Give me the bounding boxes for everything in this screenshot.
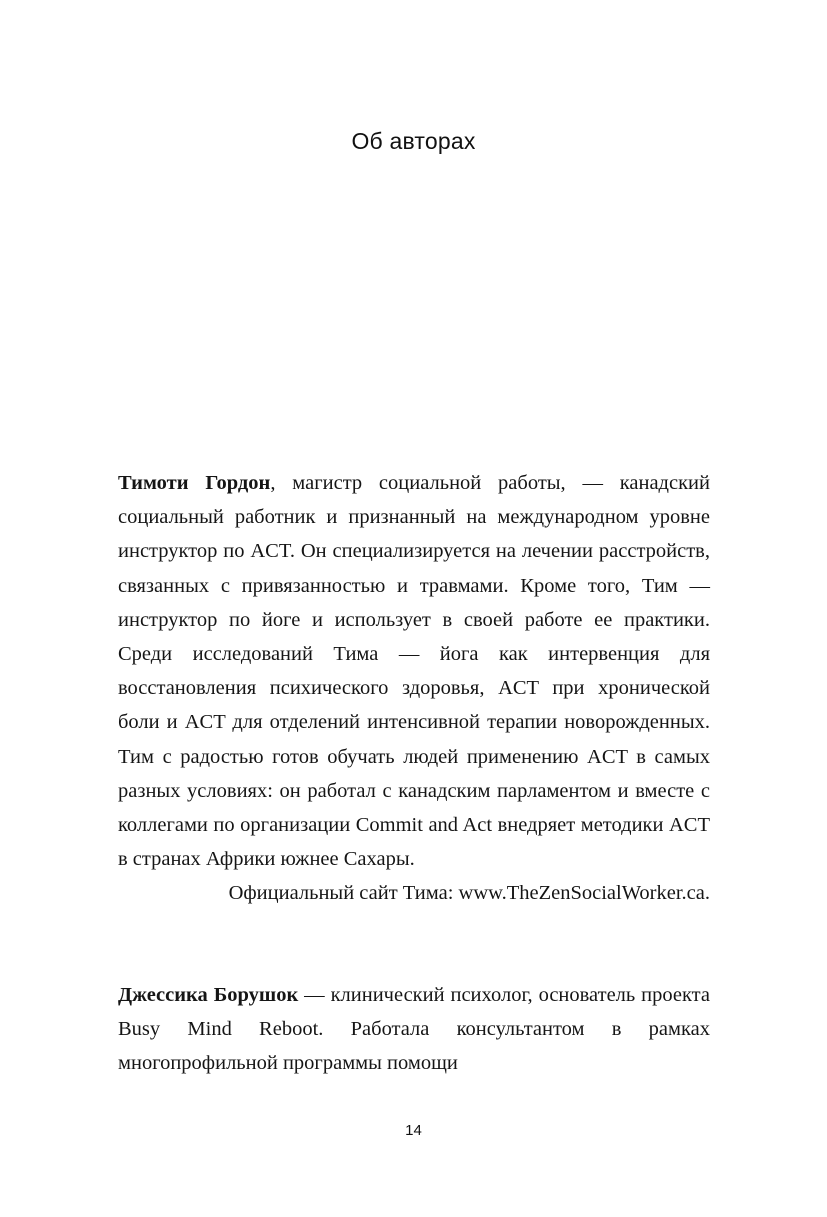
bio-paragraph	[118, 978, 710, 1081]
bio-timothy-gordon	[118, 466, 710, 911]
bio-paragraph	[118, 466, 710, 876]
bio-jessica-borushok	[118, 978, 710, 1081]
page-number: 14	[405, 1122, 422, 1139]
author-name: Джессика Борушок	[118, 984, 299, 1006]
bio-text: , магистр социальной работы, — канадский социальный работник и признанный на международном уровне инструктор по ACT. Он специализируется на лечении расстройств, связанных с привязанностью и травмами. Кроме того, Тим — инструктор по йоге и использует в своей работе ее практики. Среди исследований Тима — йога как интервенция для восстановления психического здоровья, ACT при хронической боли и ACT для отделений интенсивной терапии новорожденных. Тим с радостью готов обучать людей применению ACT в самых разных условиях: он работал с канадским парламентом и вместе с коллегами по организации Commit and Act внедряет методики ACT в странах Африки южнее Сахары.	[118, 472, 710, 871]
author-name: Тимоти Гордон	[118, 472, 271, 494]
bio-text: — клинический психолог, основатель проекта Busy Mind Reboot. Работала консультантом в рамках многопрофильной программы помощи	[118, 984, 710, 1075]
website-line: Официальный сайт Тима: www.TheZenSocialWorker.ca.	[228, 882, 710, 905]
page-title: Об авторах	[351, 128, 476, 154]
